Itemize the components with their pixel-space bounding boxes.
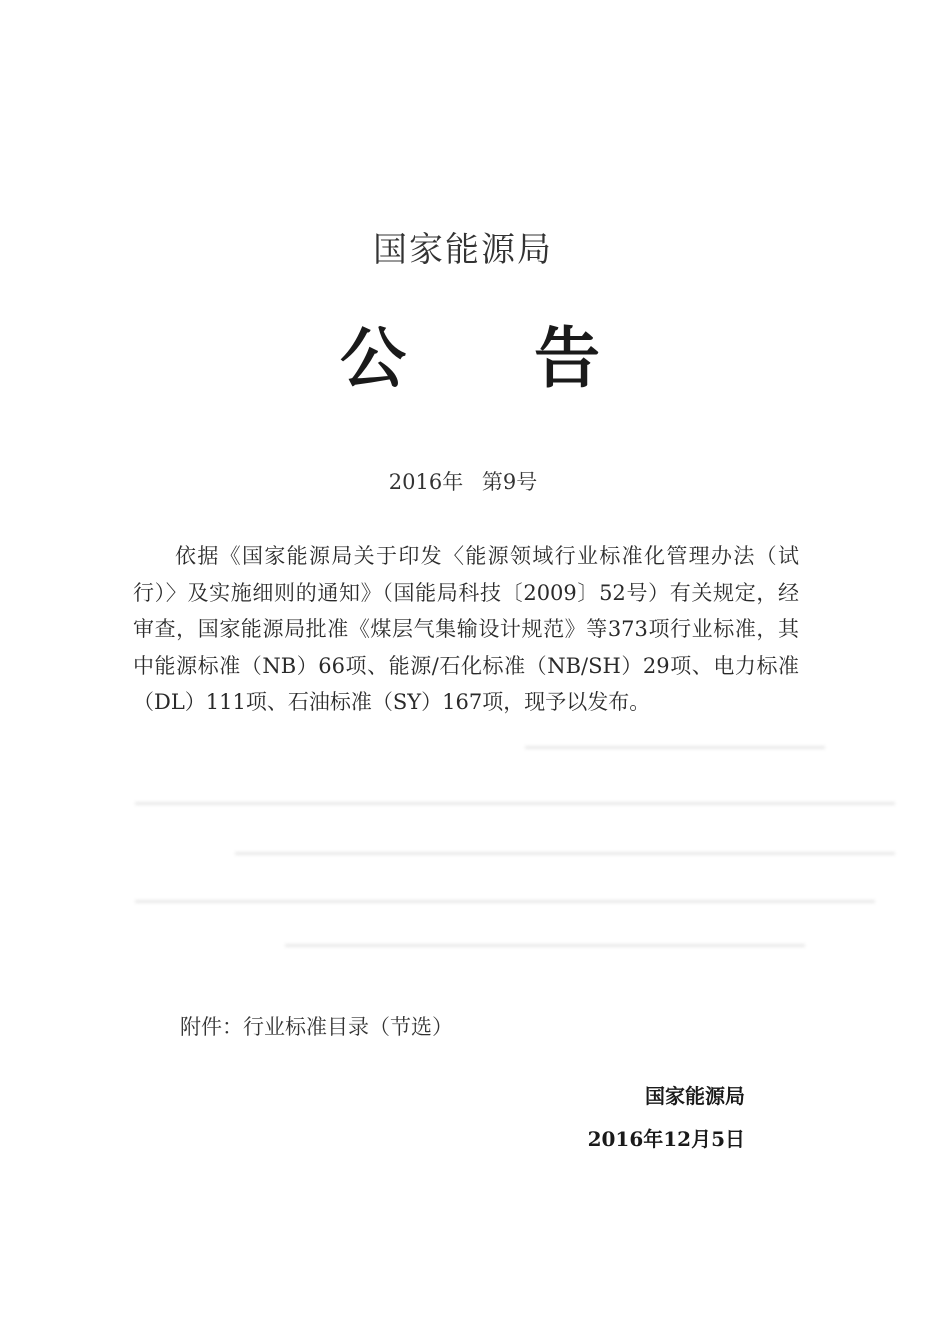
signature-date: 2016年12月5日	[587, 1127, 745, 1151]
issuing-agency-heading: 国家能源局	[373, 230, 553, 270]
signature-agency: 国家能源局	[645, 1084, 745, 1108]
attachment-line: 附件：行业标准目录（节选）	[180, 1015, 453, 1039]
announcement-title	[340, 305, 600, 400]
title-char-2: 告	[534, 320, 600, 397]
document-number: 2016年 第9号	[388, 470, 538, 494]
signature-block	[588, 1080, 745, 1152]
faded-text-area	[125, 740, 925, 970]
title-char-1: 公	[340, 320, 406, 397]
announcement-body: 依据《国家能源局关于印发〈能源领域行业标准化管理办法（试行）〉及实施细则的通知》（国能局科技〔2009〕52号）有关规定，经审查，国家能源局批准《煤层气集输设计规范》等373项行业标准，其中能源标准（NB）66项、能源/石化标准（NB/SH）29项、电力标准（DL）111项、石油标准（SY）167项，现予以发布。	[133, 544, 799, 714]
